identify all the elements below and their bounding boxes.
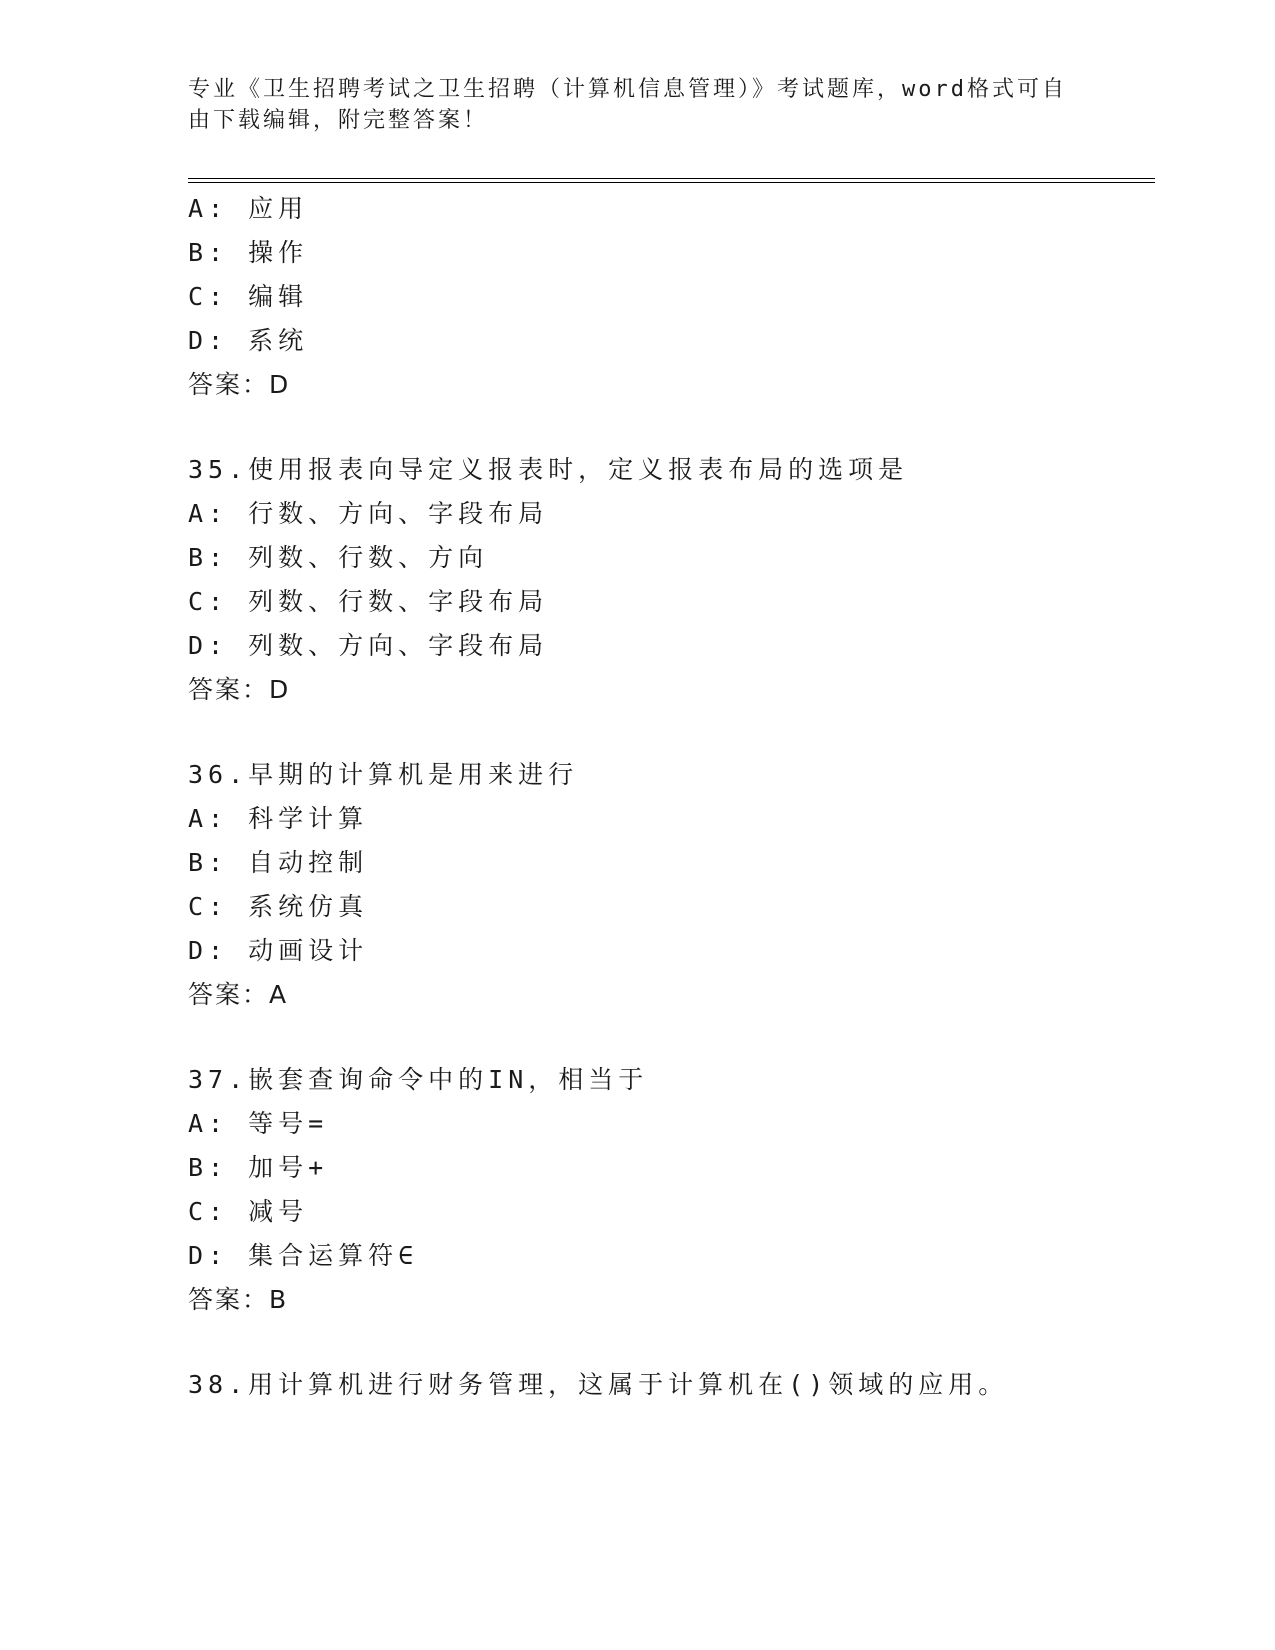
q34-answer: 答案：D <box>188 370 291 399</box>
header-line-2: 由下载编辑，附完整答案！ <box>188 108 489 133</box>
q35-option-b: B: 列数、行数、方向 <box>188 543 489 572</box>
header-divider-top <box>188 178 1155 179</box>
q36-question: 36.早期的计算机是用来进行 <box>188 760 579 789</box>
q34-option-a: A: 应用 <box>188 194 309 223</box>
q34-option-d: D: 系统 <box>188 326 309 355</box>
q34-option-c: C: 编辑 <box>188 282 309 311</box>
q37-option-c: C: 减号 <box>188 1197 309 1226</box>
document-header <box>188 74 1088 136</box>
header-divider-bottom <box>188 182 1155 183</box>
q36-option-a: A: 科学计算 <box>188 804 369 833</box>
q36-option-c: C: 系统仿真 <box>188 892 369 921</box>
q35-answer: 答案：D <box>188 675 291 704</box>
q35-question: 35.使用报表向导定义报表时，定义报表布局的选项是 <box>188 455 909 484</box>
q36-answer: 答案：A <box>188 980 289 1009</box>
q37-option-a: A: 等号= <box>188 1109 329 1138</box>
q37-option-b: B: 加号+ <box>188 1153 329 1182</box>
q37-answer: 答案：B <box>188 1285 289 1314</box>
q36-option-d: D: 动画设计 <box>188 936 369 965</box>
q38-question: 38.用计算机进行财务管理，这属于计算机在()领域的应用。 <box>188 1370 1009 1399</box>
q37-option-d: D: 集合运算符∈ <box>188 1241 419 1270</box>
q35-option-a: A: 行数、方向、字段布局 <box>188 499 549 528</box>
q34-option-b: B: 操作 <box>188 238 309 267</box>
q35-option-c: C: 列数、行数、字段布局 <box>188 587 549 616</box>
q36-option-b: B: 自动控制 <box>188 848 369 877</box>
q35-option-d: D: 列数、方向、字段布局 <box>188 631 549 660</box>
header-line-1: 专业《卫生招聘考试之卫生招聘（计算机信息管理）》考试题库，word格式可自 <box>188 77 1067 102</box>
q37-question: 37.嵌套查询命令中的IN，相当于 <box>188 1065 649 1094</box>
